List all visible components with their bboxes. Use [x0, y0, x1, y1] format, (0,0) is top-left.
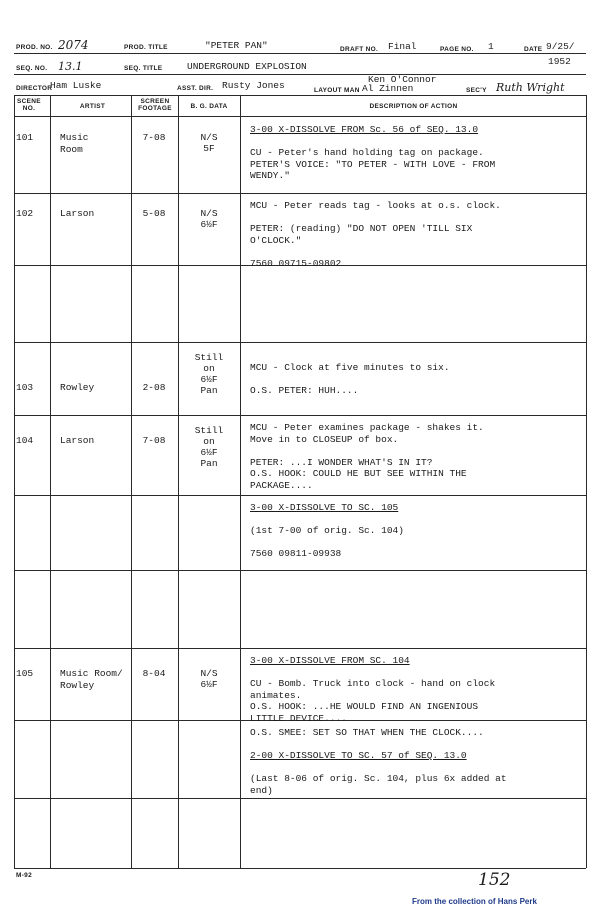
bg-data: N/S — [200, 668, 218, 679]
action-description-line: O.S. PETER: HUH.... — [250, 385, 359, 396]
row-divider — [14, 193, 586, 194]
col-bg-data: B. G. DATA — [190, 103, 228, 110]
collection-credit: From the collection of Hans Perk — [412, 897, 537, 906]
action-description-line: PETER: (reading) "DO NOT OPEN 'TILL SIX — [250, 223, 473, 234]
action-description-line: O.S. SMEE: SET SO THAT WHEN THE CLOCK.... — [250, 727, 484, 738]
row-divider — [14, 648, 586, 649]
bg-data: Pan — [200, 458, 218, 469]
artist-name: Rowley — [60, 680, 95, 691]
asst-dir-label: ASST. DIR. — [177, 85, 214, 92]
date-label: DATE — [524, 46, 543, 53]
artist-name: Music — [60, 132, 89, 143]
action-description-line: 7560 09811-09938 — [250, 548, 342, 559]
header-rule-3 — [14, 95, 586, 96]
bg-data: on — [203, 436, 215, 447]
action-description-line: PETER: ...I WONDER WHAT'S IN IT? — [250, 456, 433, 468]
artist-name: Larson — [60, 435, 95, 446]
screen-footage: 7-08 — [142, 132, 166, 143]
row-divider — [14, 342, 586, 343]
layout-man-label: LAYOUT MAN — [314, 87, 360, 94]
bg-data: 5F — [203, 143, 215, 154]
column-divider — [14, 95, 15, 868]
action-description-line: WENDY." — [250, 170, 290, 181]
action-description-line: Move in to CLOSEUP of box. — [250, 433, 399, 445]
column-divider — [50, 95, 51, 868]
action-description-line: CU - Peter's hand holding tag on package. — [250, 147, 484, 158]
director-value: Ham Luske — [50, 80, 102, 91]
bg-data: 6½F — [200, 374, 218, 385]
bg-data: Still — [194, 425, 224, 436]
draft-no-label: DRAFT NO. — [340, 46, 379, 53]
action-description-line: 2-00 X-DISSOLVE TO SC. 57 of SEQ. 13.0 — [250, 750, 467, 761]
col-footage: SCREEN FOOTAGE — [138, 98, 172, 112]
scene-number: 102 — [16, 208, 34, 219]
year-value: 1952 — [548, 56, 571, 67]
form-number: M-92 — [16, 872, 33, 879]
action-description-line: (Last 8-06 of orig. Sc. 104, plus 6x added at — [250, 773, 507, 784]
seq-no-value: 13.1 — [58, 60, 83, 73]
action-description-line: (1st 7-00 of orig. Sc. 104) — [250, 525, 404, 536]
row-divider — [14, 415, 586, 416]
prod-title-label: PROD. TITLE — [124, 44, 168, 51]
date-value: 9/25/ — [546, 41, 575, 52]
artist-name: Room — [60, 144, 83, 155]
asst-dir-value: Rusty Jones — [222, 80, 285, 91]
page-no-value: 1 — [488, 41, 494, 52]
action-description-line: 7560 09715-09802 — [250, 257, 342, 269]
action-description-line: O'CLOCK." — [250, 234, 302, 246]
action-description-line: 3-00 X-DISSOLVE FROM Sc. 56 of SEQ. 13.0 — [250, 124, 479, 135]
col-description: DESCRIPTION OF ACTION — [369, 103, 458, 110]
seq-no-label: SEQ. NO. — [16, 65, 48, 72]
scene-number: 101 — [16, 132, 34, 143]
bg-data: on — [203, 363, 215, 374]
layout-man-value-2: Al Zinnen — [362, 83, 414, 94]
prod-no-label: PROD. NO. — [16, 44, 53, 51]
column-divider — [178, 95, 179, 868]
screen-footage: 5-08 — [142, 208, 166, 219]
column-divider — [240, 95, 241, 868]
row-divider — [14, 495, 586, 496]
column-divider — [586, 95, 587, 868]
action-description-line: MCU - Peter reads tag - looks at o.s. clock. — [250, 200, 501, 211]
screen-footage: 8-04 — [142, 668, 166, 679]
screen-footage: 2-08 — [142, 382, 166, 393]
action-description-line: MCU - Clock at five minutes to six. — [250, 362, 450, 373]
scene-number: 103 — [16, 382, 34, 393]
layout-man-value-1: Ken O'Connor — [368, 74, 437, 85]
prod-title-value: "PETER PAN" — [205, 40, 268, 51]
action-description-line: PACKAGE.... — [250, 479, 313, 491]
prod-no-value: 2074 — [58, 38, 89, 52]
scene-number: 105 — [16, 668, 34, 679]
col-scene-no: SCENE NO. — [17, 98, 41, 112]
action-description-line: end) — [250, 784, 273, 796]
action-description-line: 3-00 X-DISSOLVE FROM SC. 104 — [250, 655, 410, 666]
artist-name: Larson — [60, 208, 95, 219]
screen-footage: 7-08 — [142, 435, 166, 446]
page-no-label: PAGE NO. — [440, 46, 474, 53]
handwritten-page-number: 152 — [478, 870, 511, 890]
column-divider — [131, 95, 132, 868]
secy-value: Ruth Wright — [496, 81, 565, 94]
row-divider — [14, 798, 586, 799]
action-description-line: LITTLE DEVICE.... — [250, 712, 347, 724]
action-description-line: MCU - Peter examines package - shakes it. — [250, 422, 484, 433]
seq-title-label: SEQ. TITLE — [124, 65, 163, 72]
row-divider — [14, 570, 586, 571]
bg-data: N/S — [200, 132, 218, 143]
scene-number: 104 — [16, 435, 34, 446]
action-description-line: CU - Bomb. Truck into clock - hand on clock — [250, 678, 496, 689]
seq-title-value: UNDERGROUND EXPLOSION — [187, 61, 307, 72]
artist-name: Music Room/ — [60, 668, 123, 679]
action-description-line: animates. — [250, 689, 302, 701]
action-description-line: 3-00 X-DISSOLVE TO SC. 105 — [250, 502, 399, 513]
bg-data: 6½F — [200, 219, 218, 230]
column-header-rule — [14, 116, 586, 117]
draft-no-value: Final — [388, 41, 417, 52]
action-description-line: PETER'S VOICE: "TO PETER - WITH LOVE - FROM — [250, 158, 496, 170]
director-label: DIRECTOR — [16, 85, 53, 92]
bg-data: 6½F — [200, 679, 218, 690]
bg-data: Pan — [200, 385, 218, 396]
bg-data: 6½F — [200, 447, 218, 458]
secy-label: SEC'Y — [466, 87, 487, 94]
header-rule-1 — [14, 53, 586, 54]
artist-name: Rowley — [60, 382, 95, 393]
bg-data: Still — [194, 352, 224, 363]
action-description-line: O.S. HOOK: COULD HE BUT SEE WITHIN THE — [250, 468, 467, 479]
action-description-line: O.S. HOOK: ...HE WOULD FIND AN INGENIOUS — [250, 701, 479, 712]
bg-data: N/S — [200, 208, 218, 219]
col-artist: ARTIST — [79, 103, 106, 110]
row-divider — [14, 868, 586, 869]
header-rule-2 — [14, 74, 586, 75]
